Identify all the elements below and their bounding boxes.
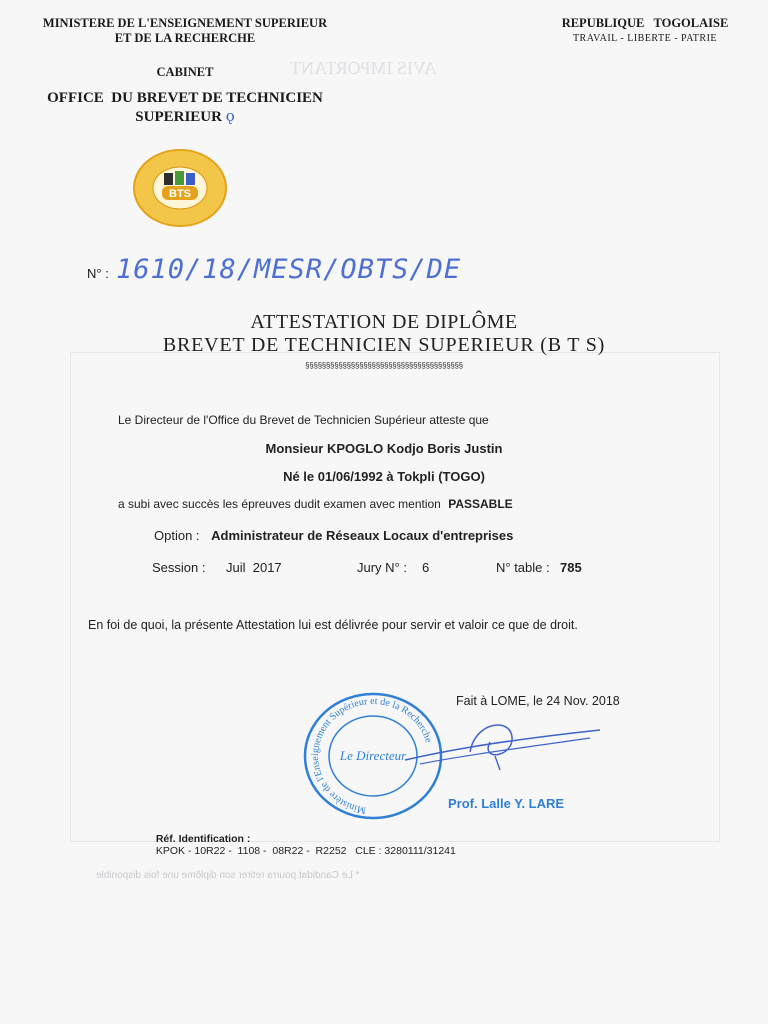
handwritten-mark: ǫ <box>225 107 235 125</box>
ministry-header <box>20 16 350 46</box>
office-line-2: SUPERIEUR <box>135 109 222 125</box>
seal-text: BTS <box>169 188 191 200</box>
title-line-1: ATTESTATION DE DIPLÔME <box>250 311 518 333</box>
reference-label: Réf. Identification : <box>155 833 251 845</box>
reference-line <box>150 821 456 857</box>
republic-header <box>540 16 750 46</box>
jury-label: Jury N° : <box>357 560 407 575</box>
number-value: 1610/18/MESR/OBTS/DE <box>116 254 462 285</box>
office-name <box>20 89 350 126</box>
success-text: a subi avec succès les épreuves dudit examen avec mention <box>118 497 441 511</box>
stamp-center-text: Le Directeur <box>339 748 407 763</box>
republic-name: REPUBLIQUE TOGOLAISE <box>561 16 729 30</box>
cabinet-label: CABINET <box>156 65 214 79</box>
bts-seal-icon <box>132 148 228 228</box>
reference-value: KPOK - 10R22 - 1108 - 08R22 - R2252 CLE : 3280111/31241 <box>155 845 456 857</box>
stamp-ring-text: Ministère de l'Enseignement Supérieur et de la Recherche <box>310 695 434 816</box>
office-line-2-wrap <box>20 107 350 126</box>
ministry-line-1: MINISTERE DE L'ENSEIGNEMENT SUPERIEUR <box>42 16 328 30</box>
option-label: Option : <box>154 528 200 543</box>
session-label: Session : <box>152 560 206 575</box>
table-label: N° table : <box>496 560 550 575</box>
holder-name: Monsieur KPOGLO Kodjo Boris Justin <box>265 441 503 456</box>
ministry-line-2: ET DE LA RECHERCHE <box>114 31 256 45</box>
bleed-through-heading: AVIS IMPORTANT <box>290 58 437 78</box>
bleed-through-note: * Le Candidat pourra retirer son diplôme une fois disponible <box>96 870 360 881</box>
session-value: Juil 2017 <box>226 560 282 575</box>
office-line-1: OFFICE DU BREVET DE TECHNICIEN <box>47 90 323 106</box>
option-value: Administrateur de Réseaux Locaux d'entreprises <box>211 528 514 543</box>
success-line <box>118 497 513 511</box>
number-label: N° : <box>87 266 109 281</box>
place-date: Fait à LOME, le 24 Nov. 2018 <box>456 694 620 708</box>
jury-value: 6 <box>422 560 430 575</box>
birth-info: Né le 01/06/1992 à Tokpli (TOGO) <box>283 469 485 484</box>
title-line-2: BREVET DE TECHNICIEN SUPERIEUR (B T S) <box>162 334 606 356</box>
option-line <box>154 528 513 543</box>
closing-text: En foi de quoi, la présente Attestation lui est délivrée pour servir et valoir ce que de droit. <box>88 618 578 632</box>
table-value: 785 <box>560 560 582 575</box>
mention-value: PASSABLE <box>448 497 513 511</box>
intro-text: Le Directeur de l'Office du Brevet de Technicien Supérieur atteste que <box>118 413 489 427</box>
republic-motto: TRAVAIL - LIBERTE - PATRIE <box>572 33 718 44</box>
signature-icon <box>400 712 610 782</box>
title-decoration: §§§§§§§§§§§§§§§§§§§§§§§§§§§§§§§§§§§§§§ <box>305 361 463 370</box>
signatory-name: Prof. Lalle Y. LARE <box>448 796 565 811</box>
